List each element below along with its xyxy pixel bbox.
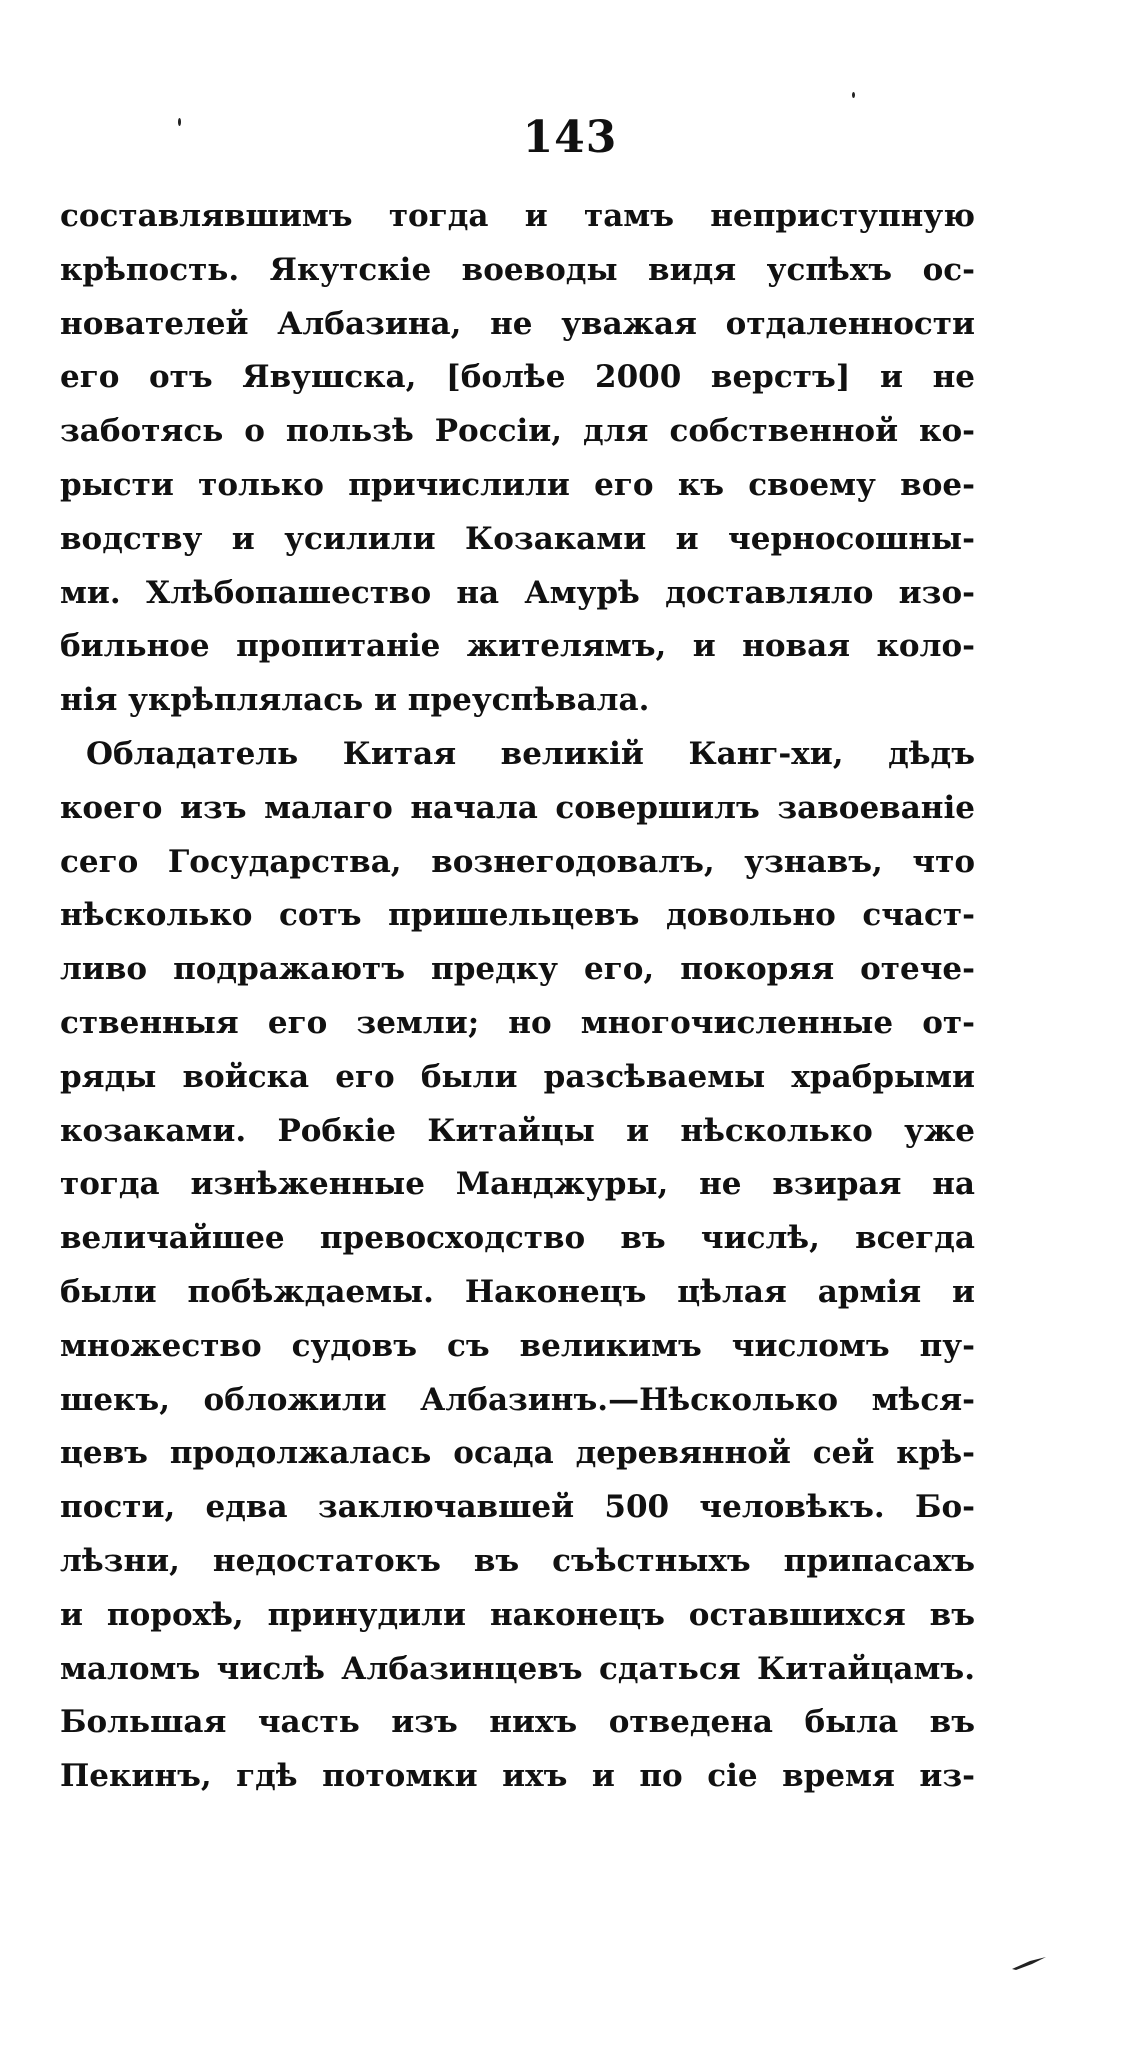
text-line: пости, едва заключавшей 500 человѣкъ. Бо- bbox=[60, 1489, 975, 1526]
text-line: крѣпость. Якутскіе воеводы видя успѣхъ ос- bbox=[60, 251, 975, 288]
page-number: 143 bbox=[522, 112, 618, 163]
text-line: бильное пропитаніе жителямъ, и новая коло- bbox=[60, 628, 975, 665]
text-line: коего изъ малаго начала совершилъ завоеваніе bbox=[60, 789, 975, 826]
page-text bbox=[60, 190, 975, 1804]
text-line: и порохѣ, принудили наконецъ оставшихся въ bbox=[60, 1596, 975, 1633]
text-line: рысти только причислили его къ своему вое- bbox=[60, 466, 975, 503]
paragraph-1 bbox=[60, 190, 975, 728]
text-line: ливо подражаютъ предку его, покоряя отече- bbox=[60, 951, 975, 988]
ink-mark-icon bbox=[1010, 1955, 1048, 1971]
text-line: величайшее превосходство въ числѣ, всегда bbox=[60, 1220, 975, 1257]
text-line: лѣзни, недостатокъ въ съѣстныхъ припасахъ bbox=[60, 1542, 975, 1579]
text-line: Обладатель Китая великій Канг-хи, дѣдъ bbox=[86, 735, 975, 772]
text-line: Пекинъ, гдѣ потомки ихъ и по сіе время из- bbox=[60, 1758, 975, 1795]
text-line: Большая часть изъ нихъ отведена была въ bbox=[60, 1704, 975, 1741]
text-line: ственныя его земли; но многочисленные от- bbox=[60, 1004, 975, 1041]
scan-speck bbox=[178, 118, 181, 126]
text-line: ряды войска его были разсѣваемы храбрыми bbox=[60, 1058, 975, 1095]
text-line: нѣсколько сотъ пришельцевъ довольно счаст- bbox=[60, 897, 975, 934]
paragraph-2 bbox=[60, 728, 975, 1804]
text-line: составлявшимъ тогда и тамъ неприступную bbox=[60, 198, 975, 234]
text-line: цевъ продолжалась осада деревянной сей крѣ- bbox=[60, 1435, 975, 1472]
scan-speck bbox=[852, 92, 855, 98]
text-line: заботясь о пользѣ Россіи, для собственной ко- bbox=[60, 413, 975, 450]
text-line: маломъ числѣ Албазинцевъ сдаться Китайцамъ. bbox=[60, 1650, 975, 1687]
text-line: водству и усилили Козаками и черносошны- bbox=[60, 520, 975, 557]
text-line: шекъ, обложили Албазинъ.—Нѣсколько мѣся- bbox=[60, 1381, 975, 1418]
text-line: нія укрѣплялась и преуспѣвала. bbox=[60, 682, 650, 719]
text-line: ми. Хлѣбопашество на Амурѣ доставляло изо- bbox=[60, 574, 975, 611]
text-line: нователей Албазина, не уважая отдаленности bbox=[60, 305, 975, 342]
text-line: множество судовъ съ великимъ числомъ пу- bbox=[60, 1327, 975, 1364]
text-line: козаками. Робкіе Китайцы и нѣсколько уже bbox=[60, 1112, 975, 1149]
text-line: были побѣждаемы. Наконецъ цѣлая армія и bbox=[60, 1273, 975, 1310]
text-line: тогда изнѣженные Манджуры, не взирая на bbox=[60, 1166, 975, 1203]
text-line: сего Государства, вознегодовалъ, узнавъ, что bbox=[60, 843, 975, 880]
text-line: его отъ Явушска, [болѣе 2000 верстъ] и не bbox=[60, 359, 975, 396]
